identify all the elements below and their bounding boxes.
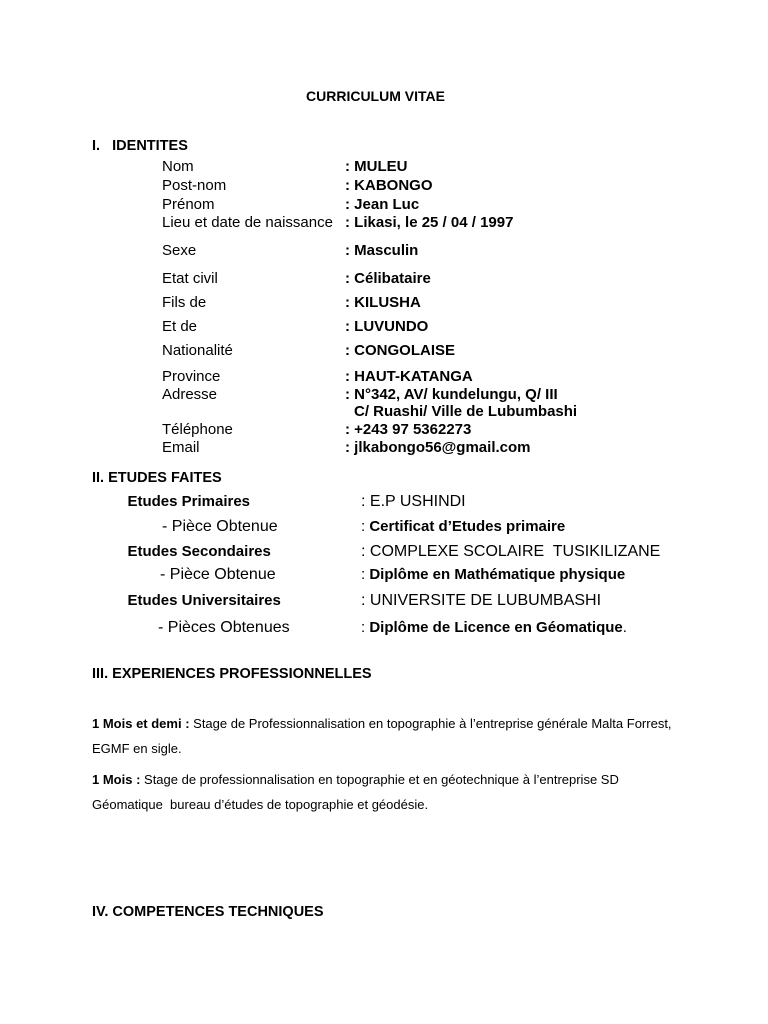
edu-piece-label: - Pièces Obtenues — [158, 619, 290, 636]
identity-label: Et de — [162, 318, 198, 335]
edu-piece: : Diplôme en Mathématique physique — [361, 566, 626, 583]
cv-title: CURRICULUM VITAE — [306, 88, 445, 104]
identity-value: : Jean Luc — [345, 196, 420, 213]
section-identites-heading: I. IDENTITES — [92, 138, 188, 154]
experience-text: Stage de professionnalisation en topographie et en géotechnique à l’entreprise SD Géomatique bureau d’études de topographie et géodésie. — [92, 772, 619, 812]
identity-row-etat-civil — [0, 270, 768, 290]
identity-label: Nationalité — [162, 342, 233, 359]
identity-row-email — [0, 439, 768, 459]
experience-item — [92, 711, 692, 761]
identity-row-et-de — [0, 318, 768, 338]
edu-piece-label: - Pièce Obtenue — [160, 566, 276, 583]
identity-label: Nom — [162, 158, 194, 175]
identity-label: Etat civil — [162, 270, 218, 287]
edu-level: Etudes Secondaires — [127, 543, 271, 560]
identity-row-naissance — [0, 214, 768, 234]
identity-row-nationalite — [0, 342, 768, 362]
identity-label: Email — [162, 439, 200, 456]
identity-row-telephone — [0, 421, 768, 441]
identity-row-prenom — [0, 196, 768, 216]
edu-level: Etudes Universitaires — [127, 592, 281, 609]
edu-piece-label: - Pièce Obtenue — [162, 518, 278, 535]
identity-value: C/ Ruashi/ Ville de Lubumbashi — [354, 403, 578, 420]
identity-value: : HAUT-KATANGA — [345, 368, 473, 385]
identity-label: Sexe — [162, 242, 197, 259]
identity-value: : Célibataire — [345, 270, 431, 287]
edu-piece-value: Certificat d’Etudes primaire — [369, 518, 566, 535]
identity-label: Adresse — [162, 386, 218, 403]
identity-label: Post-nom — [162, 177, 227, 194]
experience-item — [92, 767, 692, 817]
identity-label: Téléphone — [162, 421, 233, 438]
identity-label: Province — [162, 368, 221, 385]
identity-value: : CONGOLAISE — [345, 342, 456, 359]
edu-piece: : Diplôme de Licence en Géomatique. — [361, 619, 627, 636]
edu-school: : UNIVERSITE DE LUBUMBASHI — [361, 592, 602, 609]
identity-value: : MULEU — [345, 158, 408, 175]
identity-value: : KABONGO — [345, 177, 433, 194]
edu-piece: : Certificat d’Etudes primaire — [361, 518, 566, 535]
identity-row-province — [0, 368, 768, 388]
edu-primary — [123, 493, 250, 511]
section-experiences-heading: III. EXPERIENCES PROFESSIONNELLES — [92, 666, 372, 682]
experience-text: Stage de Professionnalisation en topographie à l’entreprise générale Malta Forrest, EGMF en sigle. — [92, 716, 672, 756]
identity-value: : LUVUNDO — [345, 318, 429, 335]
identity-value: : N°342, AV/ kundelungu, Q/ III — [345, 386, 558, 403]
section-competences-heading: IV. COMPETENCES TECHNIQUES — [92, 904, 324, 920]
identity-row-nom — [0, 158, 768, 178]
identity-value: : KILUSHA — [345, 294, 421, 311]
identity-row-fils-de — [0, 294, 768, 314]
edu-secondary — [123, 543, 271, 561]
identity-row-adresse-line2 — [0, 403, 768, 423]
identity-label: Prénom — [162, 196, 215, 213]
identity-value: : Likasi, le 25 / 04 / 1997 — [345, 214, 514, 231]
identity-value: : jlkabongo56@gmail.com — [345, 439, 531, 456]
identity-row-sexe — [0, 242, 768, 262]
edu-piece-value: Diplôme en Mathématique physique — [369, 566, 626, 583]
identity-value: : Masculin — [345, 242, 419, 259]
identity-label: Lieu et date de naissance — [162, 214, 333, 231]
identity-value: : +243 97 5362273 — [345, 421, 472, 438]
edu-level: Etudes Primaires — [127, 493, 251, 510]
edu-school: : COMPLEXE SCOLAIRE TUSIKILIZANE — [361, 543, 661, 560]
experience-duration: 1 Mois et demi : — [92, 716, 190, 731]
section-etudes-heading: II. ETUDES FAITES — [92, 470, 222, 486]
edu-university — [123, 592, 281, 610]
experience-duration: 1 Mois : — [92, 772, 141, 787]
identity-row-postnom — [0, 177, 768, 197]
edu-school: : E.P USHINDI — [361, 493, 466, 510]
identity-label: Fils de — [162, 294, 207, 311]
edu-piece-value: Diplôme de Licence en Géomatique — [369, 619, 623, 636]
